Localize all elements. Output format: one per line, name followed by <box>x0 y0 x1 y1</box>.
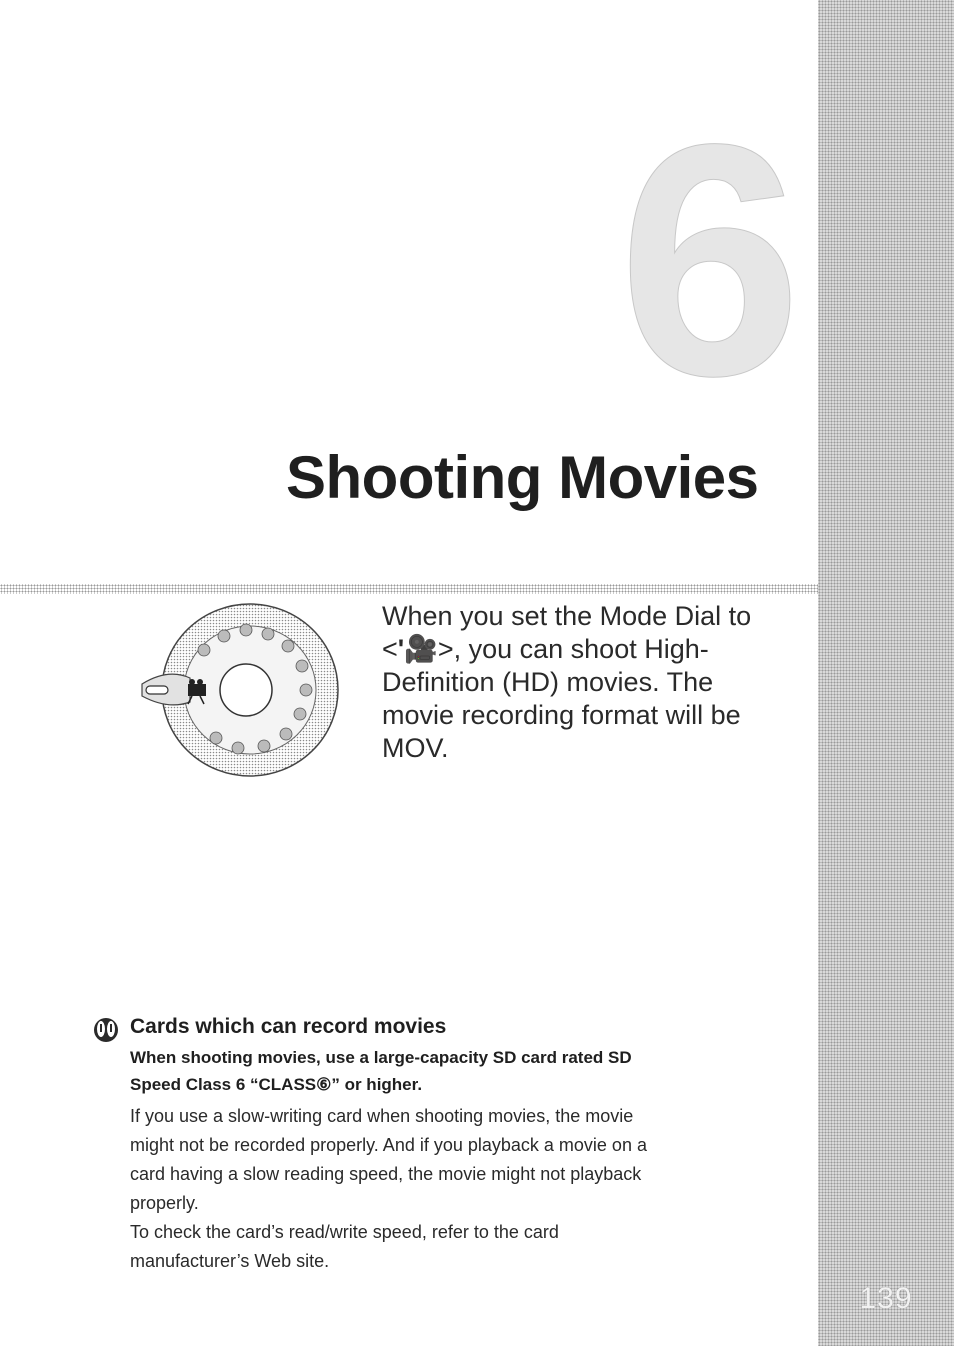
caution-body-line-5: To check the card’s read/write speed, refer to the card <box>130 1222 559 1242</box>
chapter-title: Shooting Movies <box>286 444 759 511</box>
caution-body-line-3: card having a slow reading speed, the movie might not playback <box>130 1164 642 1184</box>
chapter-number: 6 <box>618 75 802 444</box>
intro-line-2-suffix: >, you can shoot High- <box>437 634 709 664</box>
caution-requirement-line-1: When shooting movies, use a large-capacity SD card rated SD <box>130 1048 632 1067</box>
caution-heading: Cards which can record movies <box>130 1015 447 1038</box>
intro-line-4: movie recording format will be <box>382 700 741 730</box>
intro-text <box>382 600 802 765</box>
intro-line-1: When you set the Mode Dial to <box>382 601 752 631</box>
caution-body-line-4: properly. <box>130 1193 199 1213</box>
caution-requirement <box>130 1044 802 1098</box>
intro-line-5: MOV. <box>382 733 449 763</box>
side-band <box>818 0 954 1346</box>
section-divider <box>0 584 818 594</box>
caution-body-line-6: manufacturer’s Web site. <box>130 1251 330 1271</box>
caution-body <box>130 1102 802 1276</box>
caution-body-line-1: If you use a slow-writing card when shooting movies, the movie <box>130 1106 634 1126</box>
intro-line-3: Definition (HD) movies. The <box>382 667 714 697</box>
caution-box <box>92 1012 802 1276</box>
movie-mode-icon: '🎥 <box>397 634 438 664</box>
page-number: 139 <box>859 1282 913 1315</box>
caution-body-line-2: might not be recorded properly. And if you playback a movie on a <box>130 1135 647 1155</box>
dial-center <box>220 664 272 716</box>
caution-icon <box>92 1016 120 1044</box>
intro-line-2-prefix: < <box>382 634 398 664</box>
mode-dial-illustration <box>128 598 348 784</box>
caution-requirement-line-2: Speed Class 6 “CLASS⑥” or higher. <box>130 1075 423 1094</box>
